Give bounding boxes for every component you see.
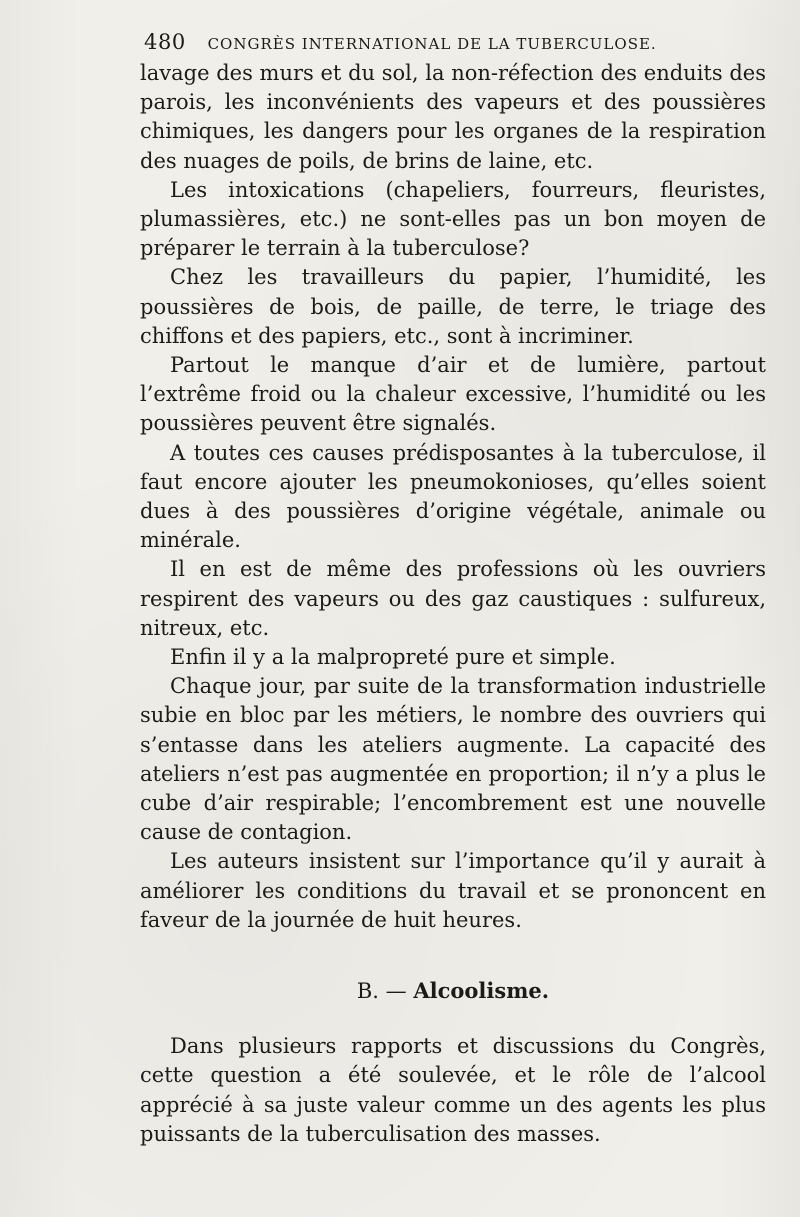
paragraph: Dans plusieurs rapports et discussions du Congrès, cette question a été soulevée, et le rôle de l’alcool apprécié à sa juste valeur comme un des agents les plus puissants de la tuberculisation des masses. (140, 1034, 766, 1146)
paragraph-continuation: lavage des murs et du sol, la non-réfection des enduits des parois, les inconvénients des vapeurs et des poussières chimiques, les dangers pour les organes de la respiration des nuages de poils, de brins de laine, etc. (140, 61, 766, 173)
page-header (144, 30, 764, 58)
section-letter: B. — (356, 979, 407, 1004)
body-text (140, 59, 766, 1149)
paragraph: Enfin il y a la malpropreté pure et simple. (170, 645, 616, 670)
paragraph: Les intoxications (chapeliers, fourreurs, fleuristes, plumassières, etc.) ne sont-elles pas un bon moyen de préparer le terrain à la tuberculose? (140, 177, 766, 261)
paragraph: Chaque jour, par suite de la transformation industrielle subie en bloc par les métiers, le nombre des ouvriers qui s’entasse dans les ateliers augmente. La capacité des ateliers n’est pas augmentée en proportion; il n’y a plus le cube d’air respirable; l’encombrement est une nouvelle cause de contagion. (140, 674, 766, 845)
page-number: 480 (144, 30, 186, 54)
paragraph: Les auteurs insistent sur l’importance qu’il y aurait à améliorer les conditions du travail et se prononcent en faveur de la journée de huit heures. (140, 849, 766, 932)
section-heading (140, 977, 766, 1005)
paragraph: A toutes ces causes prédisposantes à la tuberculose, il faut encore ajouter les pneumokonioses, qu’elles soient dues à des poussières d’origine végétale, animale ou minérale. (140, 440, 766, 553)
section-name: Alcoolisme. (413, 978, 550, 1004)
paragraph: Partout le manque d’air et de lumière, partout l’extrême froid ou la chaleur excessive, l’humidité ou les poussières peuvent être signalés. (140, 353, 766, 436)
paragraph: Il en est de même des professions où les ouvriers respirent des vapeurs ou des gaz caustiques : sulfureux, nitreux, etc. (140, 557, 766, 640)
running-title: CONGRÈS INTERNATIONAL DE LA TUBERCULOSE. (207, 35, 657, 53)
paragraph: Chez les travailleurs du papier, l’humidité, les poussières de bois, de paille, de terre, le triage des chiffons et des papiers, etc., sont à incriminer. (140, 265, 766, 348)
